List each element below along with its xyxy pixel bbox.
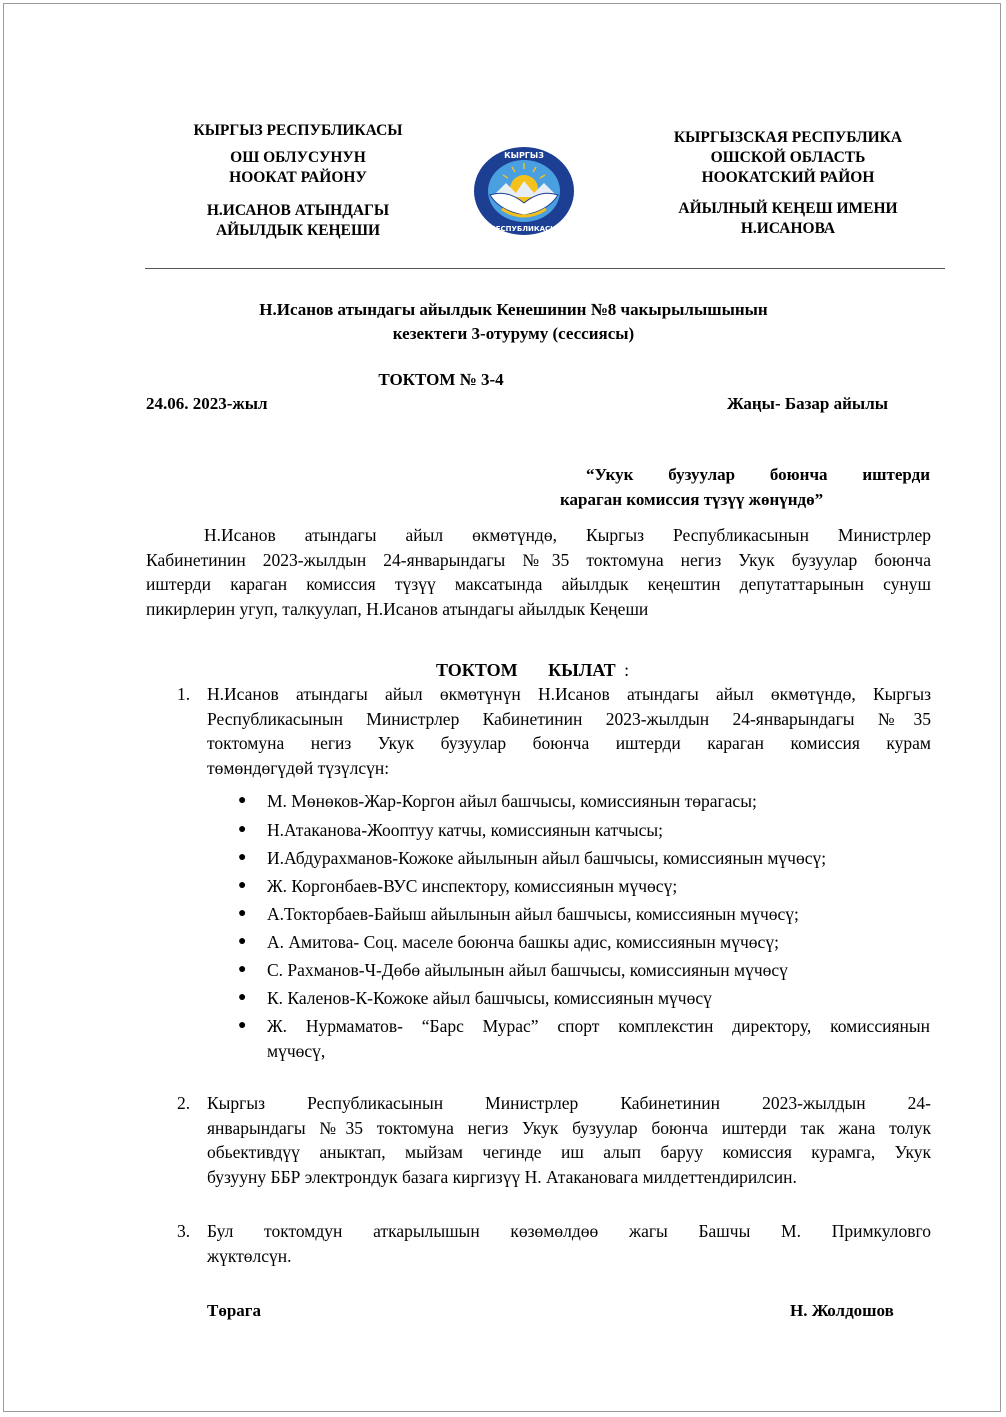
session-title bbox=[140, 298, 1006, 346]
session-title-line: Н.Исанов атындагы айылдык Кенешинин №8 чакырылышынын bbox=[259, 300, 768, 319]
preamble-line: пикирлерин угуп, талкуулап, Н.Исанов атындагы айылдык Кеңеши bbox=[146, 598, 649, 619]
bullet-icon: ● bbox=[238, 822, 247, 837]
member-text: А.Токторбаев-Байыш айылынын айыл башчысы, комиссиянын мүчөсү; bbox=[267, 904, 799, 924]
bullet-icon: ● bbox=[238, 850, 247, 865]
header-left-line: ОШ ОБЛУСУНУН bbox=[230, 149, 366, 166]
item-line: төмөндөгүдөй түзүлсүн: bbox=[207, 757, 390, 778]
preamble-line: иштерди караган комиссия түзүү максатында айылдык кеңештин депутаттарынын сунуш bbox=[146, 574, 931, 594]
header-right-line: АЙЫЛНЫЙ КЕҢЕШ ИМЕНИ bbox=[678, 200, 898, 217]
resolves-word: КЫЛАТ bbox=[548, 660, 616, 680]
header-right-line: Н.ИСАНОВА bbox=[740, 220, 836, 237]
member-text: Н.Атаканова-Жоoптуу катчы, комиссиянын катчысы; bbox=[267, 820, 664, 840]
member-line: Ж. Нурмаматов- “Барс Мурас” спорт комплекстин директору, комиссиянын bbox=[267, 1016, 930, 1036]
member-text: М. Мөнөков-Жар-Коргон айыл башчысы, комиссиянын төрагасы; bbox=[267, 791, 757, 811]
item-line: токтомуна негиз Укук бузуулар боюнча иштерди караган комиссия курам bbox=[207, 733, 931, 753]
preamble-line: Н.Исанов атындагы айыл өкмөтүндө, Кыргыз Республикасынын Министрлер bbox=[204, 525, 931, 545]
item-line: январындагы №35 токтомуна негиз Укук бузуулар боюнча иштерди так жана толук bbox=[207, 1117, 931, 1138]
header-right bbox=[640, 128, 936, 239]
bullet-icon: ● bbox=[238, 990, 247, 1005]
decree-subject bbox=[560, 462, 930, 512]
subject-line: караган комиссия түзүү жөнүндө” bbox=[560, 490, 824, 509]
item-line: Бул токтомдун аткарылышын көзөмөлдөө жагы Башчы М. Примкуловго bbox=[207, 1221, 931, 1241]
bullet-icon: ● bbox=[238, 906, 247, 921]
bullet-icon: ● bbox=[238, 1018, 247, 1033]
header-left-line: КЫРГЫЗ РЕСПУБЛИКАСЫ bbox=[193, 122, 403, 139]
item-number: 3. bbox=[177, 1221, 191, 1241]
member-text bbox=[267, 1014, 930, 1063]
header-right-line: НООКАТСКИЙ РАЙОН bbox=[701, 169, 875, 186]
decree-place: Жаңы- Базар айылы bbox=[727, 394, 889, 413]
member-text: А. Амитова- Соц. маселе боюнча башкы адис, комиссиянын мүчөсү; bbox=[267, 932, 779, 952]
member-text: И.Абдурахманов-Кожоке айылынын айыл башчысы, комиссиянын мүчөсү; bbox=[267, 848, 827, 868]
header-left bbox=[150, 121, 446, 241]
decree-number: ТОКТОМ № 3-4 bbox=[378, 370, 504, 389]
item-line: жүктөлсүн. bbox=[207, 1245, 292, 1266]
decree-date: 24.06. 2023-жыл bbox=[146, 394, 268, 413]
header-divider bbox=[145, 268, 945, 269]
item-number: 2. bbox=[177, 1093, 191, 1113]
item-text bbox=[207, 682, 931, 780]
resolves-colon: : bbox=[624, 660, 630, 680]
bullet-icon: ● bbox=[238, 934, 247, 949]
resolves-heading bbox=[436, 657, 629, 683]
item-text bbox=[207, 1091, 931, 1189]
item-line: Республикасынын Министрлер Кабинетинин 2023-жылдын 24-январындагы №35 bbox=[207, 708, 931, 729]
header-left-line: АЙЫЛДЫК КЕҢЕШИ bbox=[215, 222, 381, 239]
header-left-line: Н.ИСАНОВ АТЫНДАГЫ bbox=[206, 202, 390, 219]
header-right-line: ОШСКОЙ ОБЛАСТЬ bbox=[710, 149, 866, 166]
header-right-line: КЫРГЫЗСКАЯ РЕСПУБЛИКА bbox=[673, 129, 903, 146]
subject-line: “Укук бузуулар боюнча иштерди bbox=[586, 465, 930, 484]
item-line: Н.Исанов атындагы айыл өкмөтүнүн Н.Исанов атындагы айыл өкмөтүндө, Кыргыз bbox=[207, 684, 931, 704]
item-line: обьективдүү аныктап, мыйзам чегинде иш алып баруу комиссия курамга, Укук bbox=[207, 1142, 931, 1162]
preamble bbox=[146, 523, 931, 621]
member-text: Ж. Коргонбаев-ВУС инспектору, комиссиянын мүчөсү; bbox=[267, 876, 678, 896]
item-text bbox=[207, 1219, 931, 1268]
session-title-line: кезектеги 3-отуруму (сессиясы) bbox=[392, 324, 635, 343]
member-line: мүчөсү, bbox=[267, 1040, 326, 1061]
item-line: Кыргыз Республикасынын Министрлер Кабинетинин 2023-жылдын 24- bbox=[207, 1093, 931, 1113]
resolves-word: ТОКТОМ bbox=[436, 660, 518, 680]
item-line: бузууну ББР электрондук базага киргизүү Н. Атакановага милдеттендирилсин. bbox=[207, 1166, 797, 1187]
svg-text:КЫРГЫЗ: КЫРГЫЗ bbox=[504, 151, 544, 160]
bullet-icon: ● bbox=[238, 878, 247, 893]
bullet-icon: ● bbox=[238, 793, 247, 808]
svg-text:РЕСПУБЛИКАСЫ: РЕСПУБЛИКАСЫ bbox=[490, 225, 558, 233]
item-number: 1. bbox=[177, 684, 191, 704]
signature-role: Төрага bbox=[207, 1301, 262, 1320]
state-emblem-icon bbox=[472, 145, 576, 237]
header-left-line: НООКАТ РАЙОНУ bbox=[229, 169, 367, 186]
preamble-line: Кабинетинин 2023-жылдын 24-январындагы №35 токтомуна негиз Укук бузуулар боюнча bbox=[146, 549, 931, 570]
member-text: К. Каленов-К-Кожоке айыл башчысы, комиссиянын мүчөсү bbox=[267, 988, 712, 1008]
signature-name: Н. Жолдошов bbox=[790, 1301, 894, 1320]
member-text: С. Рахманов-Ч-Дөбө айылынын айыл башчысы, комиссиянын мүчөсү bbox=[267, 960, 788, 980]
bullet-icon: ● bbox=[238, 962, 247, 977]
